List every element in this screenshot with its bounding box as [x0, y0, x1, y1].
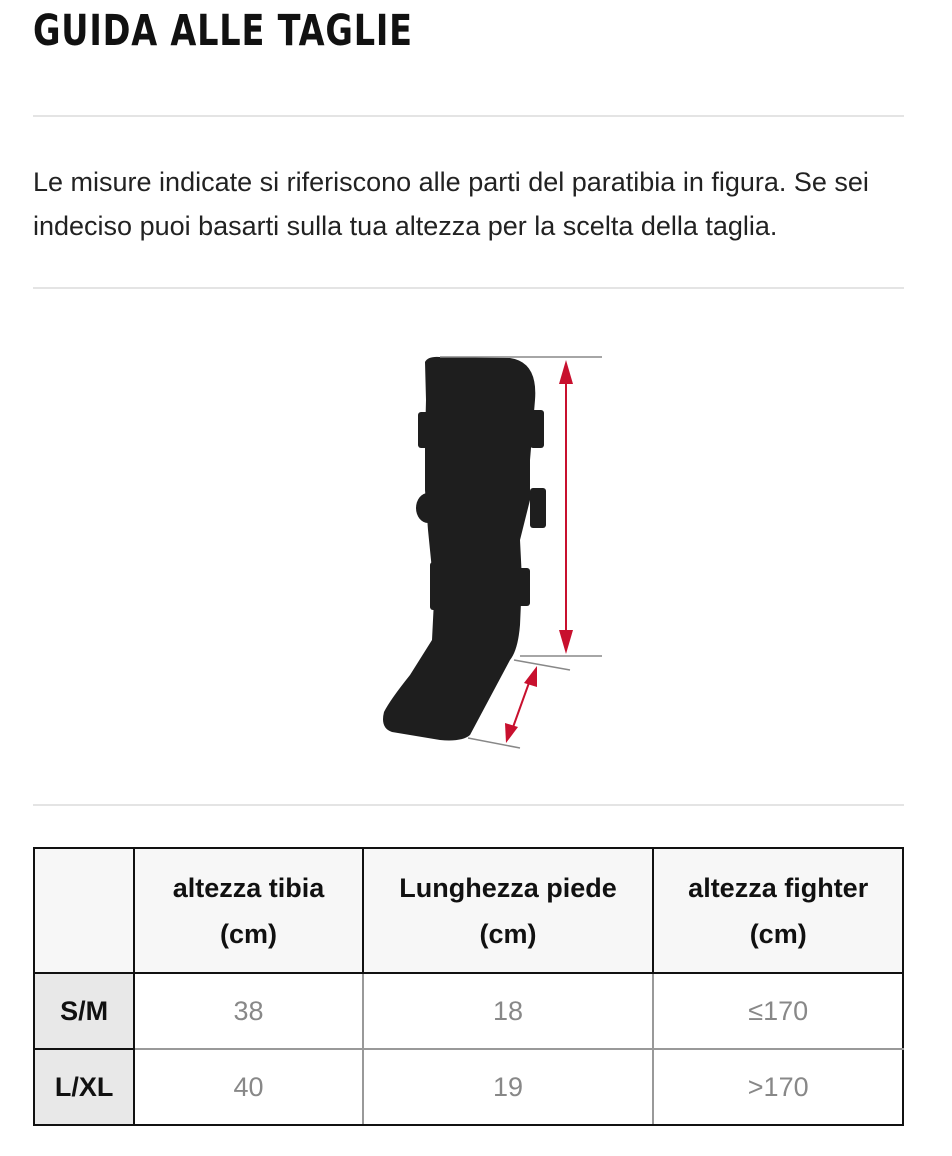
header-label: altezza tibia [172, 872, 325, 903]
shin-guard-illustration [370, 340, 630, 760]
table-row [34, 1049, 903, 1125]
header-label: altezza fighter [688, 872, 869, 903]
table-row [34, 973, 903, 1049]
header-cell-size [34, 848, 134, 973]
foot-length-arrow [505, 666, 537, 743]
foot-value: 18 [363, 973, 654, 1049]
shin-guard-shape [383, 357, 546, 741]
size-label: L/XL [34, 1049, 134, 1125]
header-cell-fighter [653, 848, 903, 973]
header-cell-tibia [134, 848, 363, 973]
tibia-height-arrow [559, 360, 573, 654]
tibia-value: 38 [134, 973, 363, 1049]
header-unit: (cm) [219, 918, 277, 949]
size-guide-description: Le misure indicate si riferiscono alle parti del paratibia in figura. Se sei indeciso puoi basarti sulla tua altezza per la scelta della taglia. [33, 167, 869, 241]
header-label: Lunghezza piede [399, 872, 617, 903]
divider [33, 115, 904, 117]
page-title: GUIDA ALLE TAGLIE [33, 6, 413, 56]
shin-guard-figure [370, 340, 630, 760]
divider [33, 804, 904, 806]
header-cell-foot [363, 848, 654, 973]
foot-value: 19 [363, 1049, 654, 1125]
fighter-value: >170 [653, 1049, 903, 1125]
size-label: S/M [34, 973, 134, 1049]
tibia-value: 40 [134, 1049, 363, 1125]
fighter-value: ≤170 [653, 973, 903, 1049]
table-header-row [34, 848, 903, 973]
divider [33, 287, 904, 289]
header-unit: (cm) [479, 918, 537, 949]
size-table [33, 847, 904, 1126]
header-unit: (cm) [749, 918, 807, 949]
